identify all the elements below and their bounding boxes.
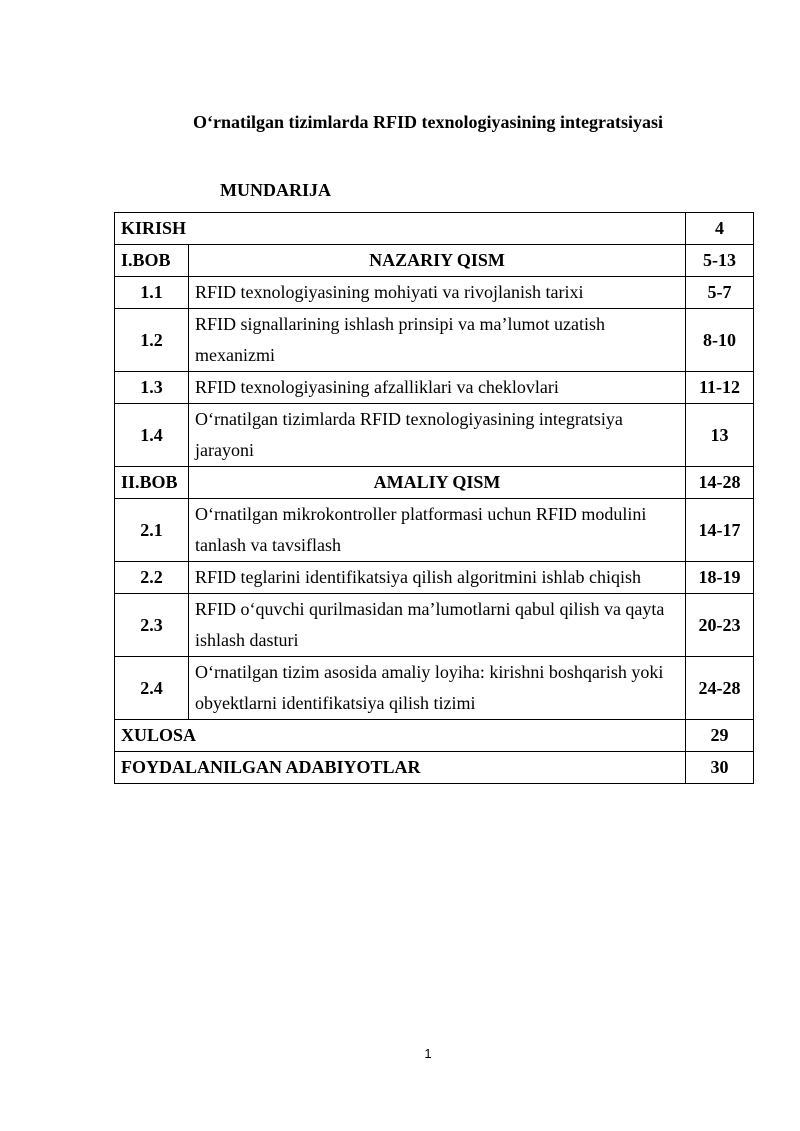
item-title: O‘rnatilgan tizim asosida amaliy loyiha: kirishni boshqarish yoki obyektlarni identifikatsiya qilish tizimi: [189, 657, 686, 720]
toc-references-page: 30: [686, 752, 754, 784]
item-number: 1.4: [115, 404, 189, 467]
toc-row-chapter1: [115, 245, 754, 277]
item-title: RFID o‘quvchi qurilmasidan ma’lumotlarni qabul qilish va qayta ishlash dasturi: [189, 594, 686, 657]
item-pages: 11-12: [686, 372, 754, 404]
item-pages: 13: [686, 404, 754, 467]
toc-row-references: [115, 752, 754, 784]
chapter2-pages: 14-28: [686, 467, 754, 499]
toc-row-chapter2: [115, 467, 754, 499]
item-number: 1.1: [115, 277, 189, 309]
item-pages: 24-28: [686, 657, 754, 720]
item-number: 1.2: [115, 309, 189, 372]
table-row: [115, 372, 754, 404]
item-pages: 20-23: [686, 594, 754, 657]
item-title: RFID texnologiyasining afzalliklari va cheklovlari: [189, 372, 686, 404]
toc-conclusion-page: 29: [686, 720, 754, 752]
item-number: 2.2: [115, 562, 189, 594]
toc-references-label: FOYDALANILGAN ADABIYOTLAR: [115, 752, 686, 784]
table-row: [115, 594, 754, 657]
item-pages: 14-17: [686, 499, 754, 562]
table-row: [115, 657, 754, 720]
item-title: RFID texnologiyasining mohiyati va rivojlanish tarixi: [189, 277, 686, 309]
item-number: 1.3: [115, 372, 189, 404]
item-title: RFID signallarining ishlash prinsipi va ma’lumot uzatish mexanizmi: [189, 309, 686, 372]
chapter1-pages: 5-13: [686, 245, 754, 277]
toc-intro-page: 4: [686, 213, 754, 245]
toc-row-conclusion: [115, 720, 754, 752]
document-title: O‘rnatilgan tizimlarda RFID texnologiyasining integratsiyasi: [193, 112, 663, 132]
toc-heading: MUNDARIJA: [220, 180, 331, 200]
item-title: O‘rnatilgan mikrokontroller platformasi uchun RFID modulini tanlash va tavsiflash: [189, 499, 686, 562]
chapter2-label: II.BOB: [115, 467, 189, 499]
toc-conclusion-label: XULOSA: [115, 720, 686, 752]
item-pages: 8-10: [686, 309, 754, 372]
item-title: RFID teglarini identifikatsiya qilish algoritmini ishlab chiqish: [189, 562, 686, 594]
table-row: [115, 562, 754, 594]
chapter1-label: I.BOB: [115, 245, 189, 277]
table-of-contents: [114, 212, 754, 784]
toc-intro-label: KIRISH: [115, 213, 686, 245]
item-title: O‘rnatilgan tizimlarda RFID texnologiyasining integratsiya jarayoni: [189, 404, 686, 467]
table-row: [115, 499, 754, 562]
table-row: [115, 277, 754, 309]
item-pages: 5-7: [686, 277, 754, 309]
chapter1-title: NAZARIY QISM: [189, 245, 686, 277]
page-number: 1: [424, 1046, 432, 1061]
table-row: [115, 309, 754, 372]
table-row: [115, 404, 754, 467]
item-number: 2.3: [115, 594, 189, 657]
item-number: 2.4: [115, 657, 189, 720]
item-pages: 18-19: [686, 562, 754, 594]
item-number: 2.1: [115, 499, 189, 562]
toc-row-intro: [115, 213, 754, 245]
chapter2-title: AMALIY QISM: [189, 467, 686, 499]
